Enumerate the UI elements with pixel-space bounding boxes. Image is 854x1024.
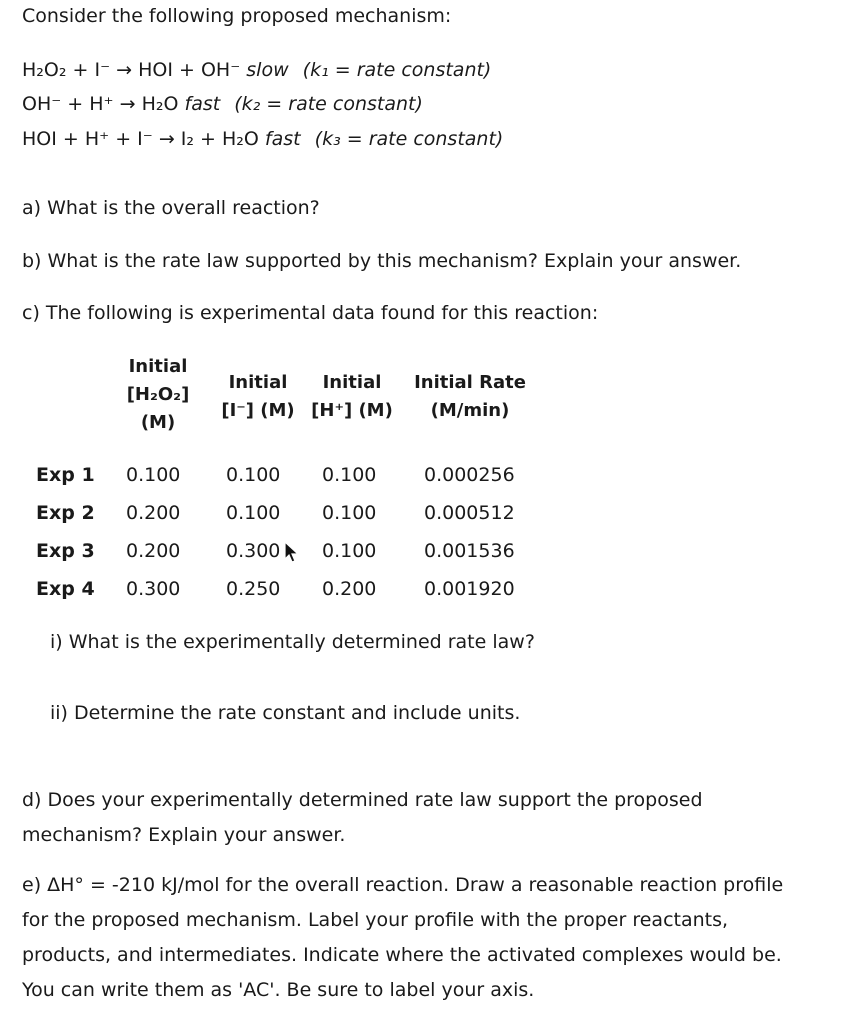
table-cell: 0.000256 <box>424 464 515 486</box>
mouse-pointer-icon <box>283 541 301 563</box>
table-header-iodide: Initial [I⁻] (M) <box>221 372 295 421</box>
table-cell: 0.200 <box>322 578 377 600</box>
table-cell: 0.000512 <box>424 502 515 524</box>
table-cell: 0.100 <box>126 464 181 486</box>
mechanism-step-2-speed: fast <box>184 93 221 115</box>
mechanism-step-1 <box>22 58 491 82</box>
table-cell: 0.100 <box>226 464 281 486</box>
table-header-initial-rate: Initial Rate (M/min) <box>414 372 526 421</box>
table-row-label: Exp 3 <box>36 540 95 562</box>
mechanism-step-2-constant: (k₂ = rate constant) <box>234 93 423 115</box>
question-e: e) ΔH° = -210 kJ/mol for the overall reaction. Draw a reasonable reaction profile for the proposed mechanism. Label your profile with the proper reactants, products, and intermediates. Indicate where the activated complexes would be. You can write them as 'AC'. Be sure to label your axis. <box>22 874 784 1001</box>
table-cell: 0.100 <box>322 502 377 524</box>
table-row-label: Exp 1 <box>36 464 95 486</box>
table-cell: 0.001536 <box>424 540 515 562</box>
table-cell: 0.250 <box>226 578 281 600</box>
mechanism-step-3-reaction: HOI + H⁺ + I⁻ → I₂ + H₂O <box>22 128 259 150</box>
question-c: c) The following is experimental data found for this reaction: <box>22 302 599 324</box>
mechanism-step-2-reaction: OH⁻ + H⁺ → H₂O <box>22 93 179 115</box>
intro-text: Consider the following proposed mechanism: <box>22 5 452 27</box>
table-cell: 0.100 <box>226 502 281 524</box>
table-header-h2o2: Initial [H₂O₂] (M) <box>126 356 190 433</box>
question-c-i: i) What is the experimentally determined rate law? <box>50 631 535 653</box>
question-d: d) Does your experimentally determined rate law support the proposed mechanism? Explain your answer. <box>22 789 703 846</box>
mechanism-step-2 <box>22 92 423 116</box>
mechanism-step-3-constant: (k₃ = rate constant) <box>314 128 504 150</box>
question-c-ii: ii) Determine the rate constant and include units. <box>50 702 521 724</box>
question-a: a) What is the overall reaction? <box>22 197 320 219</box>
table-row-label: Exp 2 <box>36 502 95 524</box>
table-cell: 0.300 <box>126 578 181 600</box>
table-row-label: Exp 4 <box>36 578 95 600</box>
table-header-hydrogen-ion: Initial [H⁺] (M) <box>311 372 393 421</box>
mechanism-step-3 <box>22 127 503 151</box>
table-cell: 0.200 <box>126 502 181 524</box>
table-cell: 0.100 <box>322 540 377 562</box>
table-cell: 0.200 <box>126 540 181 562</box>
mechanism-step-1-speed: slow <box>246 59 289 81</box>
table-cell: 0.100 <box>322 464 377 486</box>
table-cell: 0.300 <box>226 540 281 562</box>
table-cell: 0.001920 <box>424 578 515 600</box>
mechanism-step-1-reaction: H₂O₂ + I⁻ → HOI + OH⁻ <box>22 59 241 81</box>
question-b: b) What is the rate law supported by this mechanism? Explain your answer. <box>22 250 742 272</box>
mechanism-step-3-speed: fast <box>264 128 301 150</box>
mechanism-step-1-constant: (k₁ = rate constant) <box>302 59 492 81</box>
